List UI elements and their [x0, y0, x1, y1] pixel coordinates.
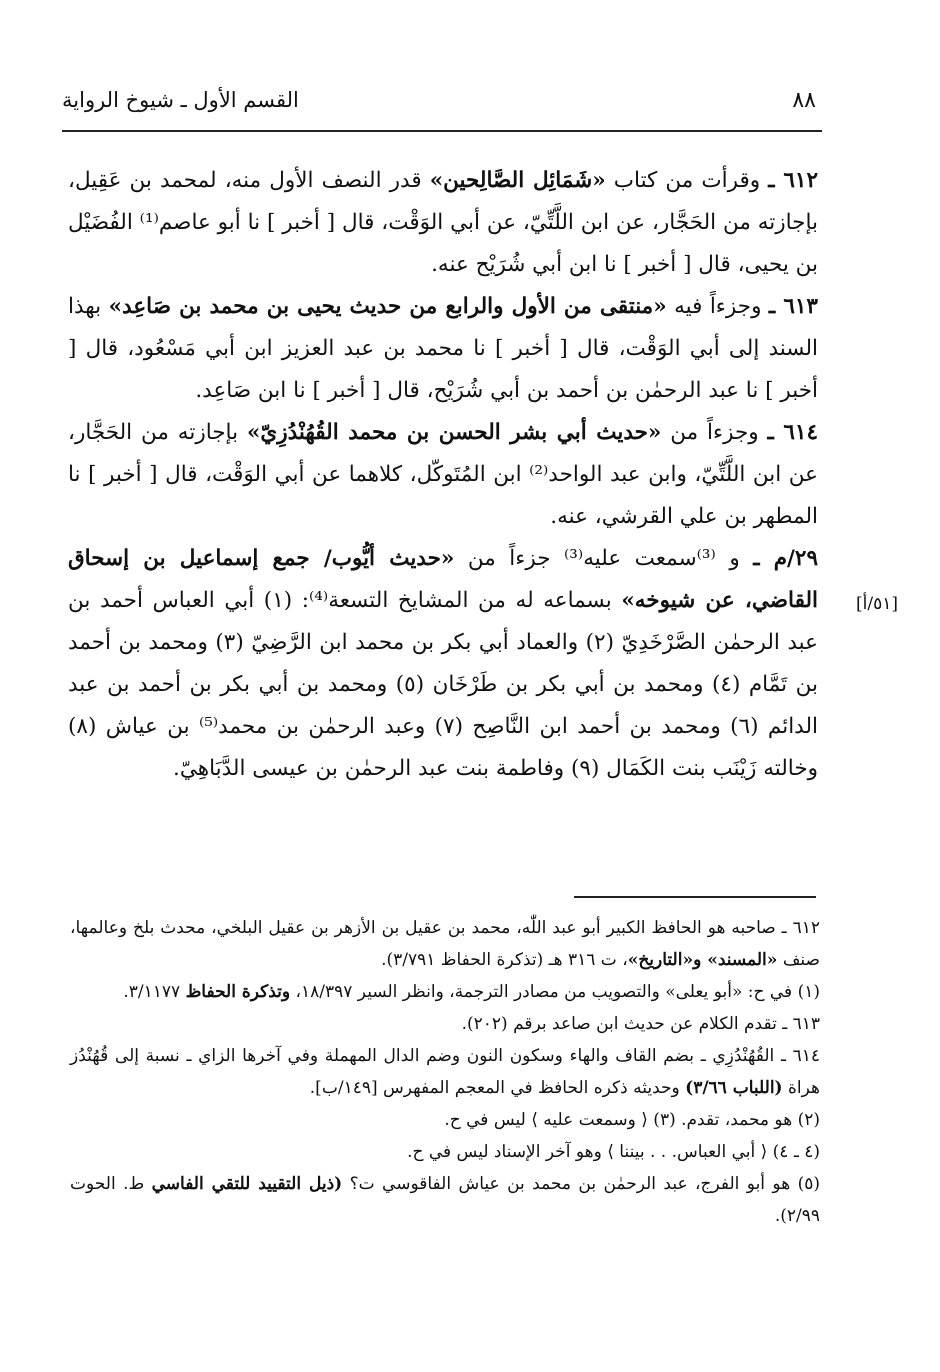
book-title: «شَمَائِل الصَّالِحين»: [429, 168, 606, 193]
entry-text: و ⁽³⁾سمعت عليه⁽³⁾ جزءاً من: [454, 546, 754, 571]
entry-number: ٢٩/م ـ: [753, 546, 818, 571]
footnote-text: (٢) هو محمد، تقدم. (٣) ⟨ وسمعت عليه ⟩ ليس في ح.: [444, 1110, 820, 1130]
footnote-text: (٤ ـ ٤) ⟨ أبي العباس. . . بيننا ⟩ وهو آخر الإسناد ليس في ح.: [407, 1142, 820, 1162]
entry-613: [68, 286, 818, 412]
margin-folio-note: [٥١/أ]: [856, 594, 898, 614]
entry-text: بسماعه له من المشايخ التسعة⁽⁴⁾: (١) أبي العباس أحمد بن عبد الرحمٰن الصَّرْخَدِيّ (٢) والعماد أبي بكر بن محمد ابن الرَّضِيّ (٣) ومحمد بن أحمد بن تَمَّام (٤) ومحمد بن أبي بكر بن طَرْخَان (٥) ومحمد بن أبي بكر بن أحمد بن عبد الدائم (٦) ومحمد بن أحمد ابن النَّاصِح (٧) وعبد الرحمٰن بن محمد⁽⁵⁾ بن عياش (٨) وخالته زَيْنَب بنت الكَمَال (٩) وفاطمة بنت عبد الرحمٰن بن عيسى الدَّبَاهِيّ.: [68, 588, 819, 781]
page-number: ٨٨: [792, 88, 816, 113]
footnote-5: [70, 1168, 820, 1232]
entry-text: وجزءاً من: [661, 420, 768, 445]
entry-29m: [68, 538, 818, 790]
footnote-614: [70, 1040, 820, 1104]
entry-number: ٦١٢ ـ: [768, 168, 818, 193]
footnote-2-3: [70, 1104, 820, 1136]
entry-text: وقرأت من كتاب: [605, 168, 769, 193]
entry-text: وجزءاً فيه: [666, 294, 769, 319]
footnote-divider: [574, 896, 816, 898]
running-title: القسم الأول ـ شيوخ الرواية: [62, 88, 299, 112]
book-title: «حديث أيُّوب/ جمع إسماعيل بن إسحاق القاضي، عن شيوخه»: [68, 546, 818, 613]
footnote-text: ٦١٣ ـ تقدم الكلام عن حديث ابن صاعد برقم (٢٠٢).: [461, 1014, 820, 1034]
footnote-bold: (اللباب ٣/٦٦): [685, 1078, 783, 1098]
footnote-bold: (ذيل التقييد للتقي الفاسي: [151, 1174, 343, 1194]
footnote-text: وحديثه ذكره الحافظ في المعجم المفهرس [١٤٩/ب].: [309, 1078, 686, 1098]
footnote-text: ط. الحوت ٢/٩٩).: [70, 1174, 820, 1226]
footnote-text: (١) في ح: «أبو يعلى» والتصويب من مصادر الترجمة، وانظر السير ١٨/٣٩٧،: [290, 982, 820, 1002]
entry-text: بهذا السند إلى أبي الوَقْت، قال [ أخبر ] نا محمد بن عبد العزيز ابن أبي مَسْعُود، قال [ أخبر ] نا عبد الرحمٰن بن أحمد بن أبي شُرَيْح، قال [ أخبر ] نا ابن صَاعِد.: [68, 294, 818, 403]
header-divider: [62, 130, 822, 132]
footnote-text: ٣/١١٧٧.: [123, 982, 186, 1002]
entry-text: قدر النصف الأول منه، لمحمد بن عَقِيل، بإجازته من الحَجَّار، عن ابن اللَّتِّيّ، عن أبي الوَقْت، قال [ أخبر ] نا أبو عاصم⁽¹⁾ الفُضَيْل بن يحيى، قال [ أخبر ] نا ابن أبي شُرَيْح عنه.: [68, 168, 818, 277]
footnote-text: ، ت ٣١٦ هـ (تذكرة الحفاظ ٣/٧٩١).: [381, 950, 628, 970]
main-text: [68, 160, 818, 790]
entry-number: ٦١٤ ـ: [767, 420, 818, 445]
entry-text: بإجازته من الحَجَّار، عن ابن اللَّتِّيّ، وابن عبد الواحد⁽²⁾ ابن المُتَوكّل، كلاهما عن أبي الوَقْت، قال [ أخبر ] نا المطهر بن علي القرشي، عنه.: [68, 420, 818, 529]
book-title: «منتقى من الأول والرابع من حديث يحيى بن محمد بن صَاعِد»: [108, 294, 667, 319]
entry-614: [68, 412, 818, 538]
footnote-text: ٦١٤ ـ القُهُنْدُزِي ـ بضم القاف والهاء وسكون النون وضم الدال المهملة وفي آخرها الزاي ـ نسبة إلى قُهُنْدُز هراة: [70, 1046, 820, 1098]
book-title: «حديث أبي بشر الحسن بن محمد القُهُنْدُزِيّ»: [246, 420, 662, 445]
footnote-613: [70, 1008, 820, 1040]
page-header: [62, 88, 822, 122]
footnote-bold: وتذكرة الحفاظ: [185, 982, 291, 1002]
entry-612: [68, 160, 818, 286]
footnote-text: ٦١٢ ـ صاحبه هو الحافظ الكبير أبو عبد اللّٰه، محمد بن عقيل بن الأزهر بن عقيل البلخي، محدث بلخ وعالمها، صنف: [70, 918, 820, 970]
footnote-bold: «المسند» و«التاريخ»: [627, 950, 778, 970]
entry-number: ٦١٣ ـ: [768, 294, 818, 319]
footnotes: [70, 912, 820, 1232]
footnote-612: [70, 912, 820, 976]
footnote-4: [70, 1136, 820, 1168]
footnote-1: [70, 976, 820, 1008]
footnote-text: (٥) هو أبو الفرج، عبد الرحمٰن بن محمد بن عياش الفاقوسي ت؟: [342, 1174, 820, 1194]
